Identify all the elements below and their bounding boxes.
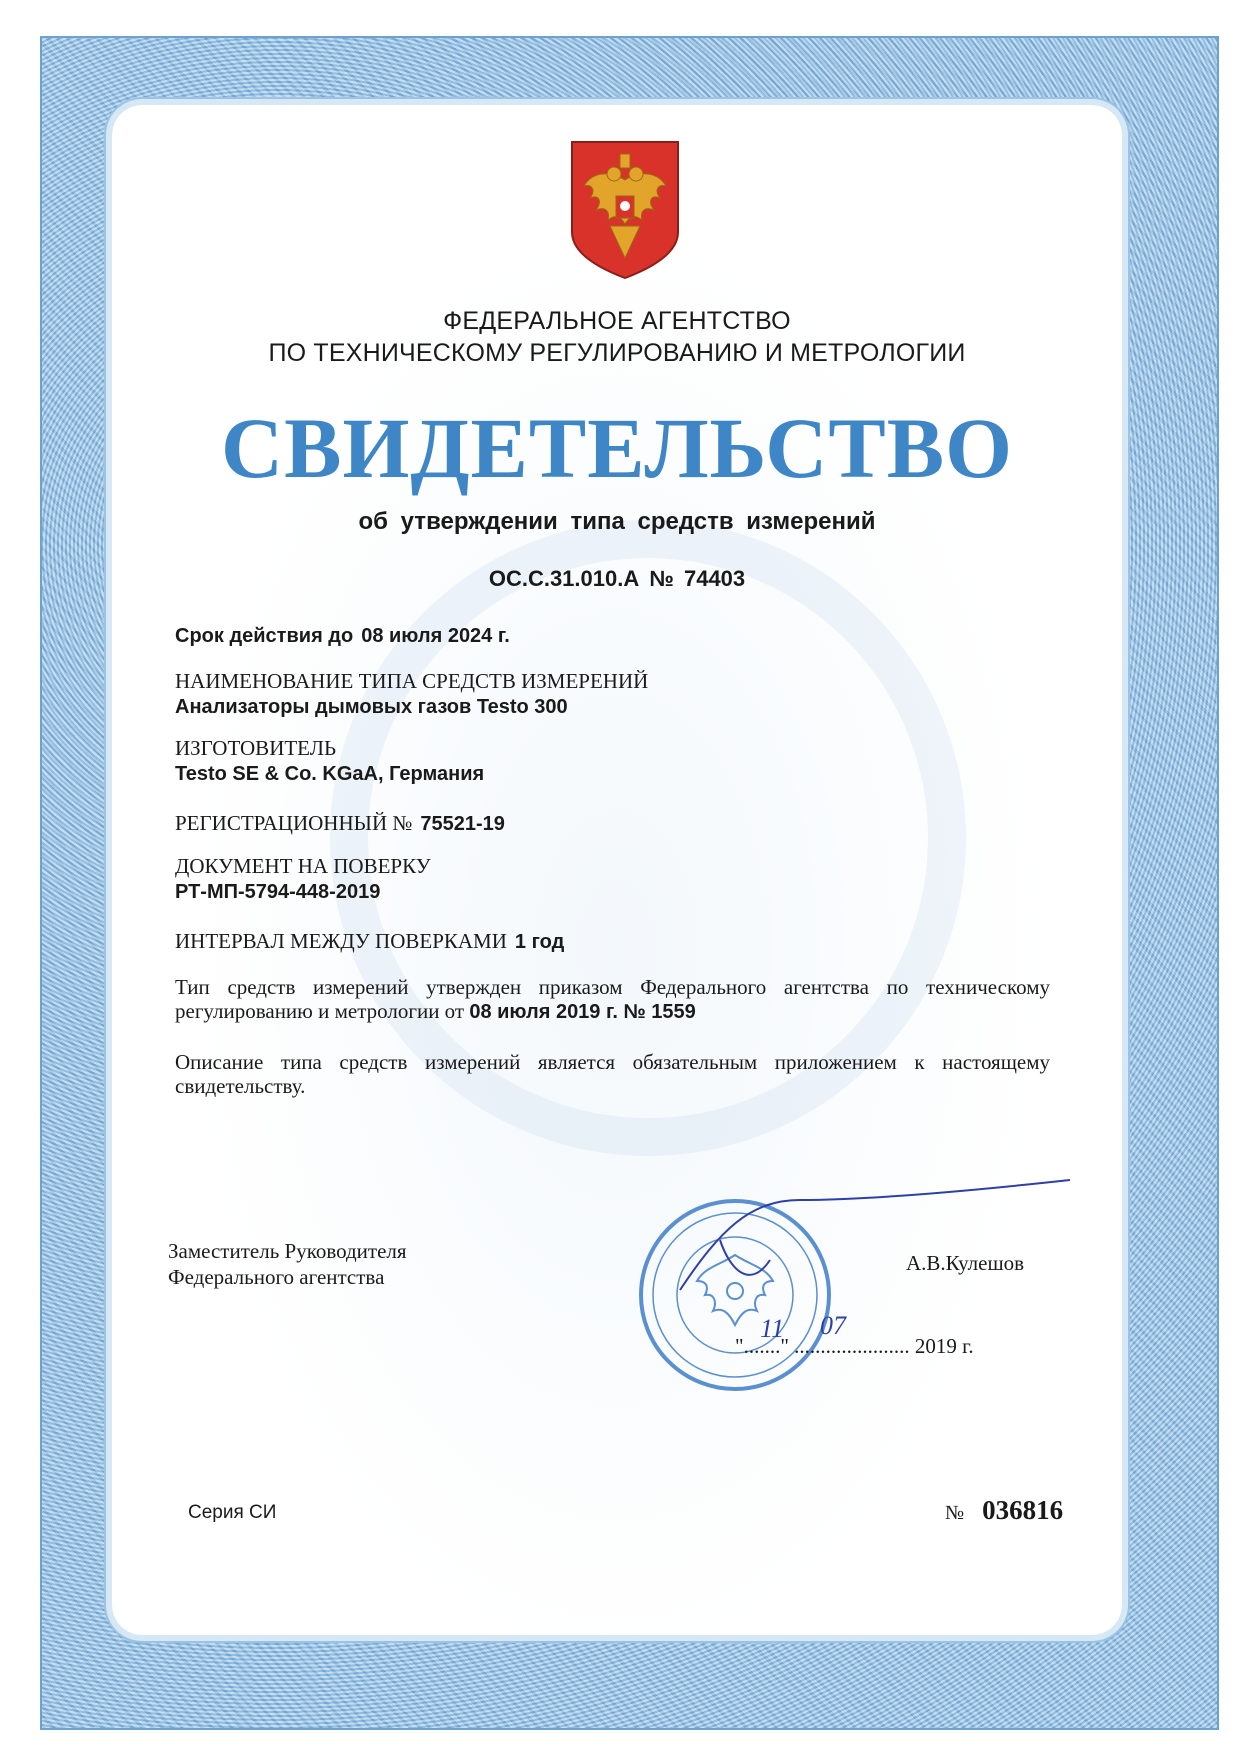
validity-label: Срок действия до	[175, 625, 354, 647]
registration-row	[175, 810, 1055, 839]
interval-row	[175, 928, 1055, 957]
description-paragraph: Описание типа средств измерений является обязательным приложением к настоящему свидетельству.	[175, 1050, 1050, 1098]
validity-row	[175, 623, 1055, 651]
type-name-value: Анализаторы дымовых газов Testo 300	[175, 696, 568, 718]
verification-doc-value: РТ-МП-5794-448-2019	[175, 881, 381, 903]
type-name-label: НАИМЕНОВАНИЕ ТИПА СРЕДСТВ ИЗМЕРЕНИЙ	[175, 669, 649, 693]
signatory-name: А.В.Кулешов	[906, 1251, 1025, 1275]
number-sign: №	[945, 1502, 965, 1524]
manufacturer-section	[175, 735, 1055, 787]
agency-name	[112, 305, 1122, 369]
agency-line-1: ФЕДЕРАЛЬНОЕ АГЕНТСТВО	[443, 307, 791, 335]
date-day-dots: .......	[743, 1334, 781, 1358]
approval-text: Тип средств измерений утвержден приказом Федерального агентства по техническому регулированию и метрологии от	[175, 975, 1050, 1023]
certificate-number: ОС.С.31.010.А № 74403	[488, 566, 746, 591]
handwritten-month: 07	[820, 1311, 846, 1340]
series-label: Серия СИ	[188, 1502, 277, 1523]
certificate-title: СВИДЕТЕЛЬСТВО	[221, 400, 1013, 496]
verification-doc-section	[175, 853, 1055, 905]
registration-label: РЕГИСТРАЦИОННЫЙ №	[175, 811, 413, 835]
registration-value: 75521-19	[420, 813, 505, 835]
type-name-section	[175, 668, 1055, 720]
signature-scribble	[660, 1170, 1080, 1300]
validity-value: 08 июля 2024 г.	[361, 625, 510, 647]
approval-order: 08 июля 2019 г. № 1559	[469, 1001, 696, 1023]
verification-doc-label: ДОКУМЕНТ НА ПОВЕРКУ	[175, 854, 431, 878]
manufacturer-label: ИЗГОТОВИТЕЛЬ	[175, 736, 337, 760]
date-year: 2019 г.	[914, 1334, 974, 1358]
certificate-subtitle: об утверждении типа средств измерений	[358, 508, 876, 535]
interval-value: 1 год	[514, 931, 565, 953]
serial-number	[945, 1495, 1063, 1526]
date-close-quote: "	[780, 1334, 789, 1358]
interval-label: ИНТЕРВАЛ МЕЖДУ ПОВЕРКАМИ	[175, 929, 507, 953]
agency-line-2: ПО ТЕХНИЧЕСКОМУ РЕГУЛИРОВАНИЮ И МЕТРОЛОГИИ	[268, 339, 966, 367]
handwritten-day: 11	[760, 1314, 785, 1343]
manufacturer-value: Testo SE & Co. KGaA, Германия	[175, 763, 485, 785]
number-value: 036816	[982, 1495, 1064, 1525]
date-month-dots: ......................	[794, 1334, 910, 1358]
date-open-quote: "	[735, 1334, 744, 1358]
approval-paragraph	[175, 975, 1050, 1024]
position-line-2: Федерального агентства	[168, 1265, 385, 1289]
position-line-1: Заместитель Руководителя	[168, 1239, 407, 1263]
signatory-position	[168, 1238, 407, 1290]
coat-of-arms-icon	[570, 140, 680, 280]
